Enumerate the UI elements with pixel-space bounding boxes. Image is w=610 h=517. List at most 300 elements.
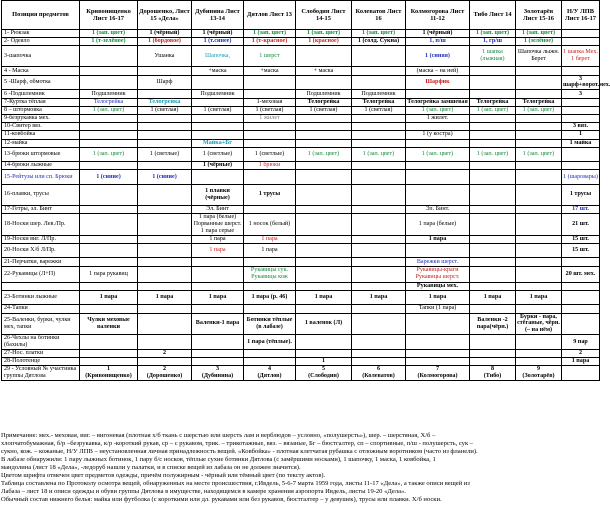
cell [80,139,138,147]
cell: 1 (красное) [296,38,352,46]
cell: 1 (синие) [80,170,138,185]
cell: Валенки-1 пара [192,313,244,335]
cell [562,282,600,290]
cell [138,243,192,258]
table-row [2,335,600,350]
cell [244,123,296,131]
cell [138,335,192,350]
cell [470,235,516,243]
cell [352,184,406,205]
cell [80,214,138,236]
cell: 1 пара (тёплые). [244,335,296,350]
cell: 1 пара [470,290,516,305]
cell [516,282,562,290]
cell [352,214,406,236]
table-row [2,358,600,366]
cell: 1 (чёрный) [192,30,244,38]
cell: 1 (светлая) [138,106,192,114]
cell [352,266,406,282]
participant-cell [562,366,600,381]
cell [562,38,600,46]
cell: 1 пара рукавиц [80,266,138,282]
cell: Бурки - пара, стёганые, чёрн. (– на нём) [517,313,560,334]
note-line: сукно, кож. – кожаные, Н/У ЛПВ – неустановленная личная принадлежность вещей. «Ковбойка» - плотная клетчатая рубашка с отложным воротником (часто из фланели). [1,448,478,456]
cell: 1 пара (р. 46) [244,290,296,305]
table-row [2,46,600,67]
cell: (маска – на ней) [406,67,470,75]
cell: Телогрейка [352,98,406,106]
cell: Эл. Бинт [192,205,244,213]
row-label: 6 -Подшлемник [2,90,80,98]
cell [406,139,470,147]
cell [244,205,296,213]
cell [470,266,516,282]
table-row [2,205,600,213]
header-row [2,1,600,30]
row-label [2,282,80,290]
cell: Шарф [138,75,192,90]
cell: Шапочка, [192,46,244,67]
cell [138,214,192,236]
participant-number: 6 [376,366,381,373]
cell [406,90,470,98]
cell: Подшлемник [352,90,406,98]
cell: 1, гр/ш [470,38,516,46]
cell [562,106,600,114]
header-cell: Тибо Лист 14 [470,1,516,30]
cell [296,214,352,236]
notes-block [1,432,593,504]
cell: 1 пара [192,243,244,258]
cell [192,358,244,366]
cell [562,305,600,313]
note-line: В лабазе обнаружили: 1 пару лыжных ботинок, 1 пару б/с носков, тёплые сухие ботинки Дятлова (с замёршими носками), 1 шапочку, 1 маска, 1 ковбойка, 1 [1,456,436,464]
cell: 1 (у костра) [406,131,470,139]
cell: Рукавицы сук. Рукавицы кож [244,266,296,282]
cell: 1 трусы [244,184,296,205]
cell: 1 пара [192,290,244,305]
participant-number: 3 [215,366,220,373]
cell: 1 (зап. цвет) [470,106,516,114]
participant-cell [244,366,296,381]
row-label: 1- Рюкзак [2,30,80,38]
cell [80,258,138,266]
participant-cell [138,366,192,381]
cell: 1 пара [406,235,470,243]
cell [352,358,406,366]
cell [516,184,562,205]
note-line: Цветом шрифта отмечен цвет предметов одежды, причём полужирным - чёрный или тёмный цвет (по тексту актов). [1,472,326,480]
cell: Телогрейка [296,98,352,106]
cell [296,139,352,147]
header-cell: Дубинина Лист 13-14 [192,1,244,30]
cell [244,305,296,313]
participant-name: (Колеватов) [362,373,395,380]
cell: 2 [562,350,600,358]
cell [80,243,138,258]
cell [352,243,406,258]
participant-cell [406,366,470,381]
cell [562,67,600,75]
cell [470,305,516,313]
cell [296,131,352,139]
cell [352,335,406,350]
table-row [2,123,600,131]
cell [192,335,244,350]
row-label: 27-Нос. платки [2,350,80,358]
cell [138,305,192,313]
cell [244,131,296,139]
cell [406,170,470,185]
cell [352,67,406,75]
cell: 1 (зап. цвет) [406,106,470,114]
cell: 1 (светлая) [296,106,352,114]
row-label: 24-Тапки [2,305,80,313]
cell: 1 (светлая) [192,106,244,114]
header-cell: Колеватов Лист 16 [352,1,406,30]
participant-cell [516,366,562,381]
cell [516,243,562,258]
cell [296,266,352,282]
cell [138,184,192,205]
cell [516,75,562,90]
items-table [1,0,610,381]
cell [352,350,406,358]
cell [562,30,600,38]
cell [244,90,296,98]
row-label: 10-Свитер вяз. [2,123,80,131]
cell: 1 (чёрный) [138,30,192,38]
row-label: 8 – штормовка [2,106,80,114]
cell: 1 носок (белый) [244,214,296,236]
participant-number: 5 [321,366,326,373]
cell [80,358,138,366]
cell [296,282,352,290]
cell: 1 (чёрные) [192,162,244,170]
cell: 1 (светлая) [244,106,296,114]
participants-row [2,366,600,381]
cell: 1 пара [138,290,192,305]
table-row [2,258,600,266]
cell: Валенки -2 пара(чёрн.) [470,313,516,335]
cell [516,350,562,358]
cell [470,170,516,185]
cell [516,170,562,185]
table-row [2,282,600,290]
cell [516,258,562,266]
cell: 1 (т-красное) [244,38,296,46]
cell [80,282,138,290]
cell: 1 (зап. цвет) [80,106,138,114]
cell [192,350,244,358]
cell [352,162,406,170]
cell: 1 (т.синее) [192,38,244,46]
cell [406,313,470,335]
cell: 1 плавки (чёрные) [192,184,244,205]
table-row [2,235,600,243]
cell [352,170,406,185]
cell: 1 (синие) [138,170,192,185]
participant-number: 8 [490,366,495,373]
cell [296,162,352,170]
cell: 1 (зап. цвет) [352,30,406,38]
cell: 1 (светлые) [138,147,192,162]
cell [516,67,562,75]
note-line: хлопчатобумажная, б/р –безрукавка, к/р -короткий рукав, ср – с рукавом, трик. – трикотажные, вяз. – вязаные, Бг – бюстгалтер, сп – спортивные, п/ш - полушерсть, сук – [1,440,474,448]
table-row [2,266,600,282]
cell [470,282,516,290]
cell [80,205,138,213]
cell: +маска [244,67,296,75]
cell: 1 пара [244,243,296,258]
cell: Подшлемник [296,90,352,98]
cell [352,235,406,243]
table-row [2,114,600,122]
cell: Варежки шерст. [406,258,470,266]
row-label: 12-майка [2,139,80,147]
cell [296,75,352,90]
cell [470,162,516,170]
cell [562,258,600,266]
cell [352,123,406,131]
cell [352,282,406,290]
cell [192,114,244,122]
cell: 1 (зап. цвет) [470,147,516,162]
cell: 1 (зелёное) [516,38,562,46]
cell: Ушанка [138,46,192,67]
header-cell: Дорошенко, Лист 15 «Дела» [138,1,192,30]
cell [296,335,352,350]
participant-name: (Слободин) [308,373,339,380]
cell [80,350,138,358]
table-row [2,75,600,90]
cell [516,131,562,139]
cell [516,114,562,122]
row-label: 4 - Маска [2,67,80,75]
cell [352,205,406,213]
cell [352,131,406,139]
table-row [2,214,600,236]
table-row [2,290,600,305]
cell: 20 шт. мех. [562,266,600,282]
cell: 1 [562,131,600,139]
row-label: 21-Перчатки, варежки [2,258,80,266]
cell [192,266,244,282]
cell: 1 (зап. цвет) [296,147,352,162]
cell [352,46,406,67]
cell: 1 (зап. цвет) [244,30,296,38]
cell [470,131,516,139]
cell [192,123,244,131]
cell: 1 (синяя) [406,46,470,67]
cell: Чулки меховые валенки [80,313,138,335]
cell: Шарфик [406,75,470,90]
cell: 3 вяз. [562,123,600,131]
cell: 1 пара [562,358,600,366]
cell: 1 пара (белые) Порванные шерст. 1 пара серые [192,214,244,236]
cell: 1 пара [406,290,470,305]
participant-cell [192,366,244,381]
cell [562,162,600,170]
cell: 2 [138,350,192,358]
row-label: 14-брюки лыжные [2,162,80,170]
cell: 1 (шаровары) [562,170,600,185]
cell [80,335,138,350]
cell [80,184,138,205]
row-label: 5 -Шарф, обмотка [2,75,80,90]
cell [80,67,138,75]
cell [138,139,192,147]
cell: 1 пара [352,290,406,305]
cell [244,282,296,290]
cell [244,258,296,266]
cell: Тапки (1 пара) [406,305,470,313]
cell [296,305,352,313]
header-cell: Позиция предметов [2,1,80,30]
cell: 1 пара [80,290,138,305]
table-row [2,162,600,170]
cell [80,162,138,170]
cell: 1 пара [192,235,244,243]
header-cell: Колмогорова Лист 11-12 [406,1,470,30]
cell: 1 трусы [562,184,600,205]
row-label: 17-Гетры, эл. Бинт [2,205,80,213]
cell [80,131,138,139]
cell [80,114,138,122]
cell: 1-меховая [244,98,296,106]
cell [516,266,562,282]
table-row [2,90,600,98]
cell [138,358,192,366]
cell [516,335,562,350]
cell: 1 (бордовое) [138,38,192,46]
cell: Ботинки тёплые (в лабазе) [244,313,296,335]
cell: 1 (зап. цвет) [80,30,138,38]
table-row [2,184,600,205]
cell: 21 шт. [562,214,600,236]
cell: 1 (зап. цвет) [352,147,406,162]
participant-number: 9 [536,366,541,373]
cell [406,123,470,131]
row-label: 25-Валенки, бурки, чулки мех, тапки [2,313,80,335]
table-row [2,170,600,185]
cell [296,350,352,358]
row-label: 15-Рейтузы или сп. Брюки [2,170,80,185]
cell [244,170,296,185]
cell: Телогрейка [138,98,192,106]
cell [470,350,516,358]
row-label: 23-Ботинки лыжные [2,290,80,305]
cell [516,205,562,213]
cell [516,305,562,313]
cell [138,90,192,98]
cell [296,114,352,122]
cell: 3 [562,90,600,98]
cell [80,75,138,90]
cell [138,235,192,243]
table-row [2,98,600,106]
cell [138,266,192,282]
cell [192,98,244,106]
cell [470,75,516,90]
cell: 1 (т-зелёное) [80,38,138,46]
cell [562,290,600,305]
table-row [2,305,600,313]
cell [470,335,516,350]
cell [296,205,352,213]
cell [80,123,138,131]
cell [352,114,406,122]
cell [296,170,352,185]
cell [470,67,516,75]
cell [296,243,352,258]
cell [516,235,562,243]
row-label: 2- Одеяло [2,38,80,46]
cell [470,214,516,236]
note-line: мандолина (лист 18 «Дела», -ледоруб нашли у палатки, и в списке вещей из лабаза он не должен значится). [1,464,301,472]
cell: 1 (зап. цвет) [516,147,562,162]
cell [470,114,516,122]
cell [516,139,562,147]
row-label: 28-Полотенце [2,358,80,366]
cell: 15 шт. [562,243,600,258]
participant-cell [296,366,352,381]
cell [296,46,352,67]
cell: 1 (зап. цвет) [516,106,562,114]
cell [352,305,406,313]
cell: 17 шт. [562,205,600,213]
cell [296,123,352,131]
cell [244,139,296,147]
cell: 1 пара [244,235,296,243]
cell: 1 [296,358,352,366]
cell [562,98,600,106]
participant-name: (Дятлов) [257,373,282,380]
cell [244,358,296,366]
row-label: 26-Чехлы на ботинки (бахилы) [2,335,80,350]
header-cell: Золотарёв Лист 15-16 [516,1,562,30]
cell: 15 шт. [562,235,600,243]
note-line: Таблица составлена по Протоколу осмотра вещей, обнаруженных на месте происшествия, г.Ивдель, 5-6-7 марта 1959 года, листы 11-17 «Дела», а также описи вещей из [1,480,470,488]
note-line: Обычный состав нижнего белья: майка или футболка (с короткими или дл. рукавами или без рукавов, бюстгалтер – у девушек), трусы или плавки. Х/б носки. [1,496,442,504]
cell: +маска [192,67,244,75]
cell: Майка+Бг [192,139,244,147]
participant-name: (Дорошенко) [146,373,183,380]
cell: Шапочка лыжн. Берет [516,46,562,67]
table-row [2,30,600,38]
table-row [2,139,600,147]
participant-name: (Золотарёв) [522,373,555,380]
row-label: 3-шапочка [2,46,80,67]
cell [406,335,470,350]
cell [138,114,192,122]
cell [516,358,562,366]
row-label: 22-Рукавицы (Л+П) [2,266,80,282]
cell: 1 майка [562,139,600,147]
cell [192,170,244,185]
header-cell: Слободин Лист 14-15 [296,1,352,30]
cell: 1 (светлые) [244,147,296,162]
cell [406,243,470,258]
table-row [2,350,600,358]
cell [406,162,470,170]
row-label: 16-плавки, трусы [2,184,80,205]
participant-cell [80,366,138,381]
cell [470,205,516,213]
cell [470,184,516,205]
participant-name: (Колмогорова) [417,373,458,380]
cell [352,313,406,335]
